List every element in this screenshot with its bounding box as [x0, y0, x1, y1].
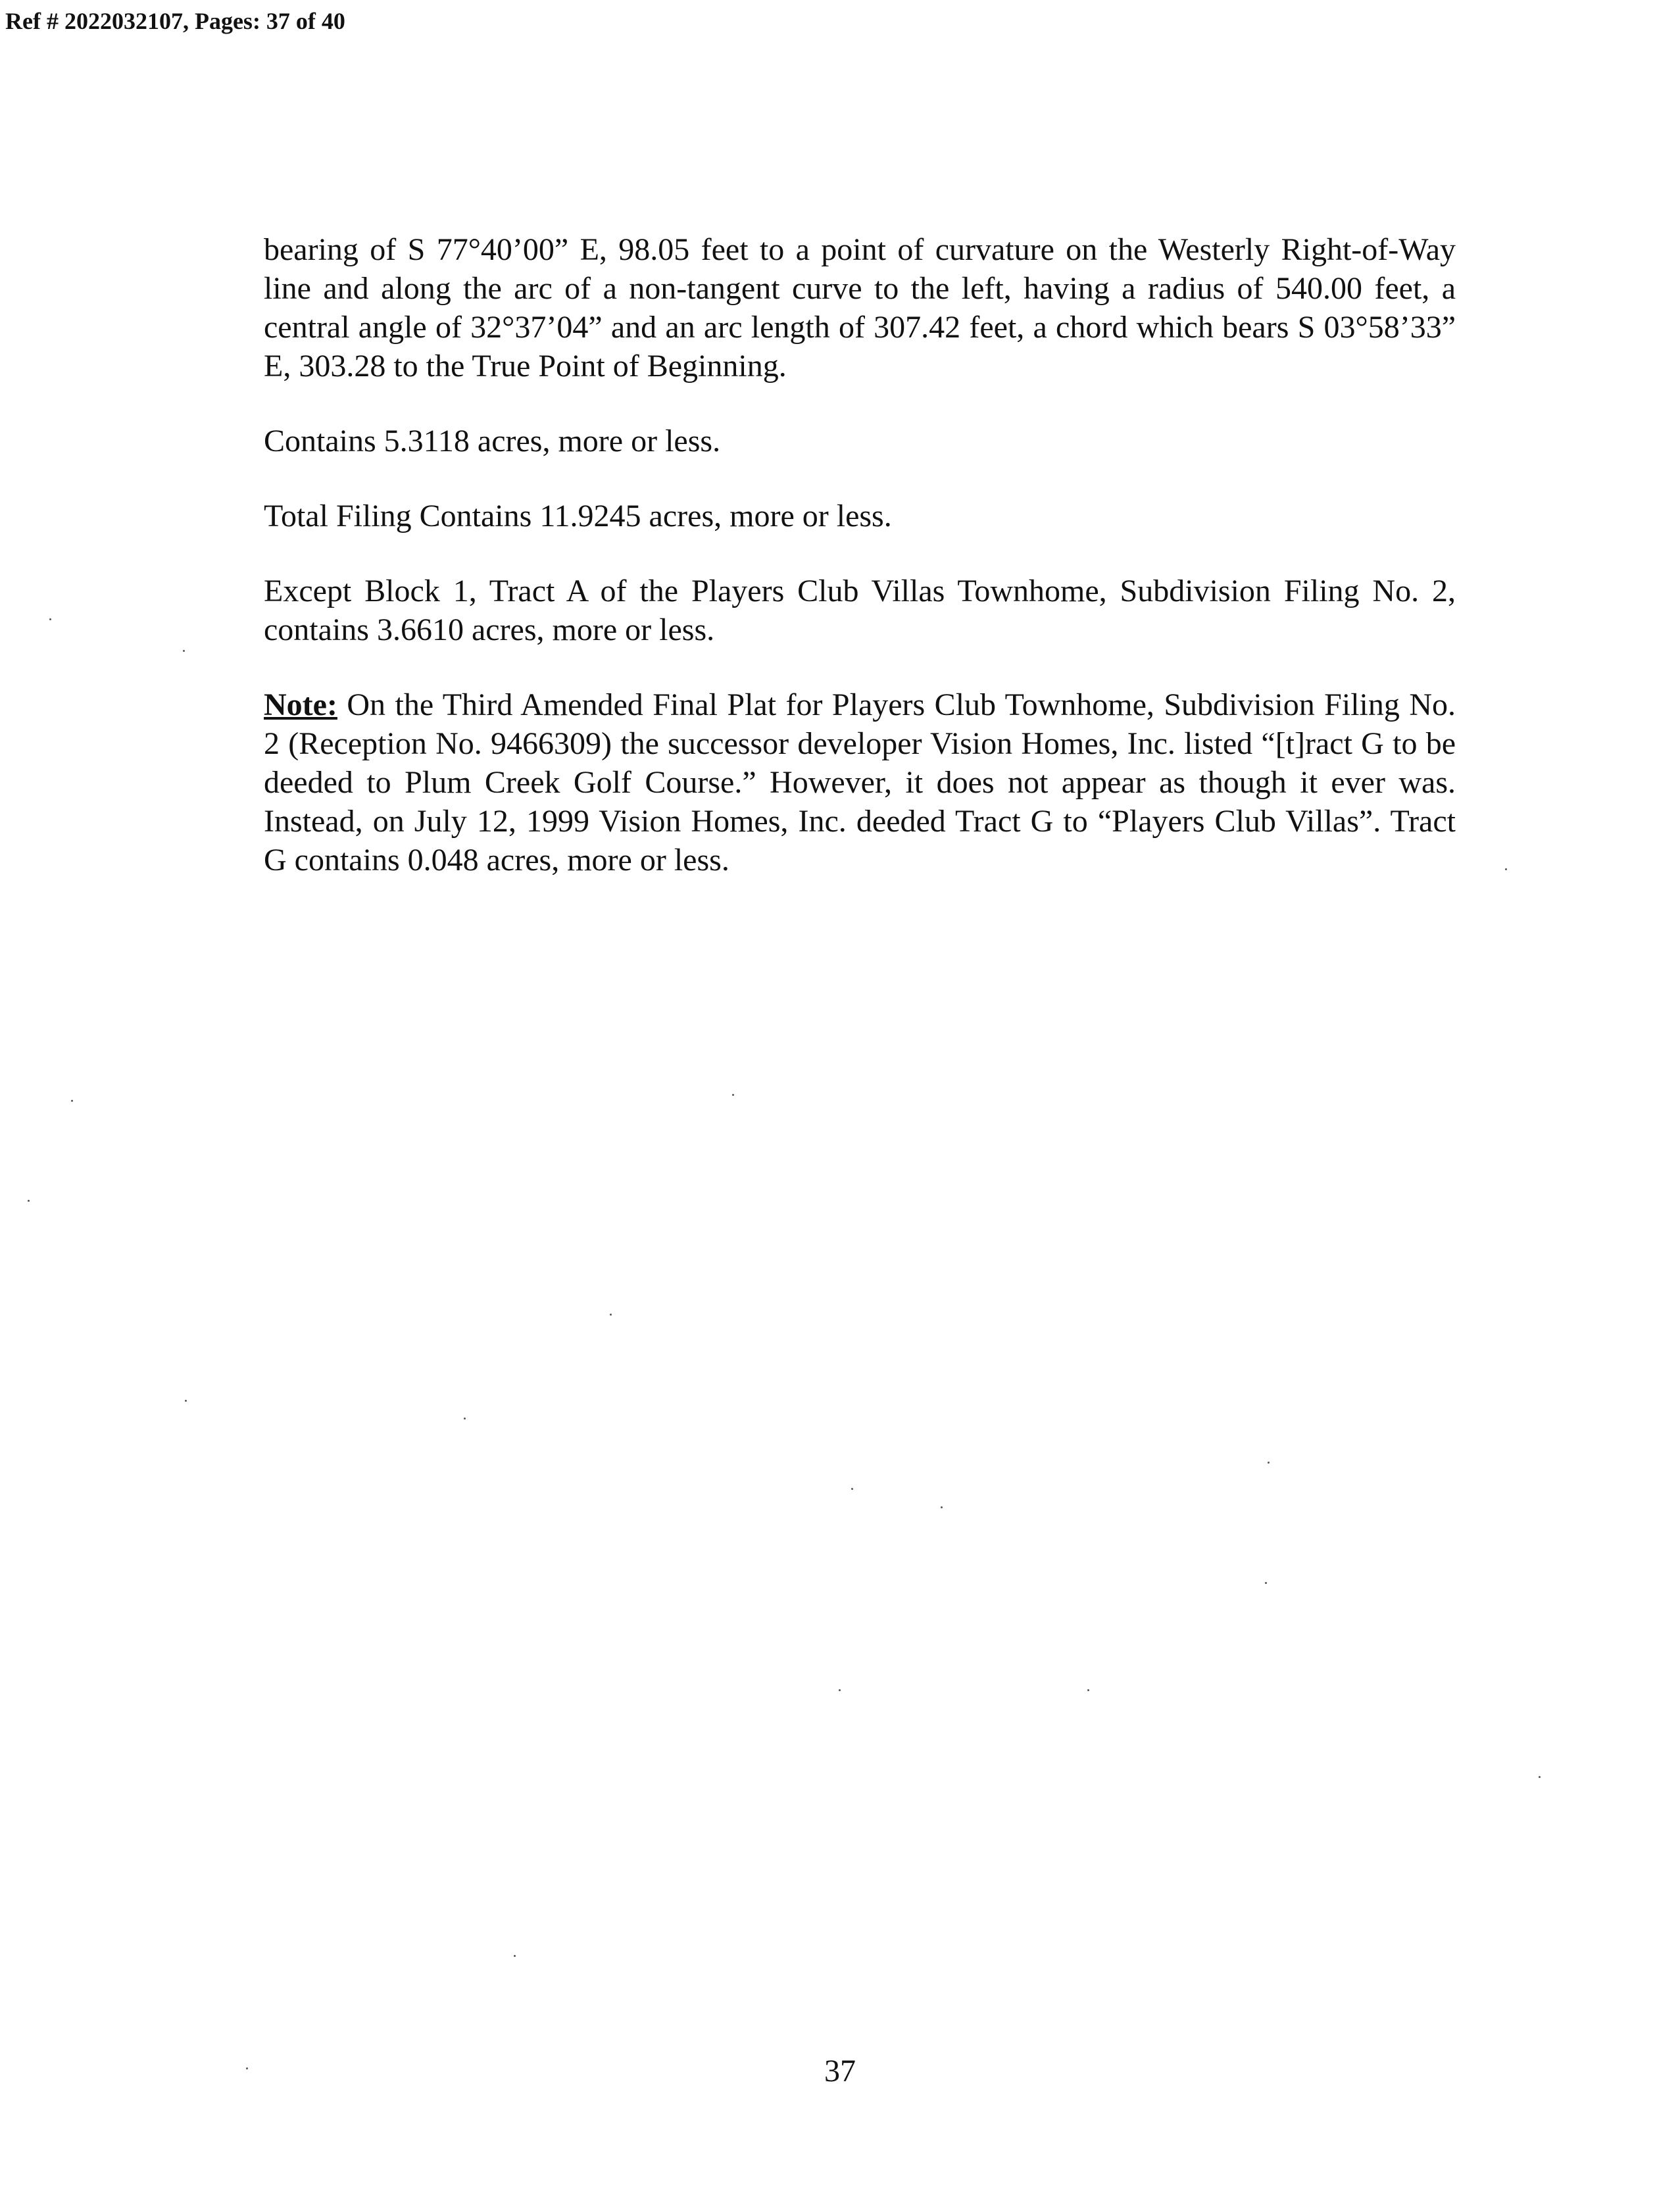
scan-speck — [1265, 1582, 1267, 1584]
page-number: 37 — [824, 2054, 856, 2088]
scan-speck — [28, 1200, 30, 1202]
exception-paragraph: Except Block 1, Tract A of the Players Club Villas Townhome, Subdivision Filing No. 2, contains 3.6610 acres, more or less. — [264, 574, 1456, 647]
scan-speck — [941, 1506, 943, 1508]
acreage-paragraph: Contains 5.3118 acres, more or less. — [264, 424, 721, 458]
note-paragraph — [264, 685, 1456, 879]
scan-speck — [49, 618, 51, 620]
scan-speck — [185, 1400, 187, 1402]
scan-speck — [1268, 1462, 1270, 1464]
document-body — [264, 230, 1456, 916]
scan-speck — [839, 1689, 841, 1691]
note-label: Note: — [264, 687, 337, 722]
document-reference-header: Ref # 2022032107, Pages: 37 of 40 — [5, 8, 345, 34]
total-filing-paragraph: Total Filing Contains 11.9245 acres, more or less. — [264, 499, 892, 533]
scan-speck — [514, 1955, 516, 1957]
scan-speck — [71, 1100, 73, 1102]
scan-speck — [464, 1418, 466, 1420]
scan-speck — [1505, 868, 1507, 870]
scan-speck — [246, 2067, 248, 2069]
scan-speck — [183, 650, 185, 652]
scan-speck — [610, 1314, 612, 1316]
scan-speck — [851, 1488, 853, 1490]
legal-description-paragraph: bearing of S 77°40’00” E, 98.05 feet to a point of curvature on the Westerly Right-of-Way line and along the arc of a non-tangent curve to the left, having a radius of 540.00 feet, a central angle of 32°37’04” and an arc length of 307.42 feet, a chord which bears S 03°58’33” E, 303.28 to the True Point of Beginning. — [264, 232, 1456, 383]
scan-speck — [732, 1094, 734, 1096]
note-text: On the Third Amended Final Plat for Players Club Townhome, Subdivision Filing No. 2 (Reception No. 9466309) the successor developer Vision Homes, Inc. listed “[t]ract G to be deeded to Plum Creek Golf Course.” However, it does not appear as though it ever was. Instead, on July 12, 1999 Vision Homes, Inc. deeded Tract G to “Players Club Villas”. Tract G contains 0.048 acres, more or less. — [264, 687, 1456, 877]
scan-speck — [1087, 1689, 1089, 1691]
scan-speck — [1539, 1776, 1541, 1778]
